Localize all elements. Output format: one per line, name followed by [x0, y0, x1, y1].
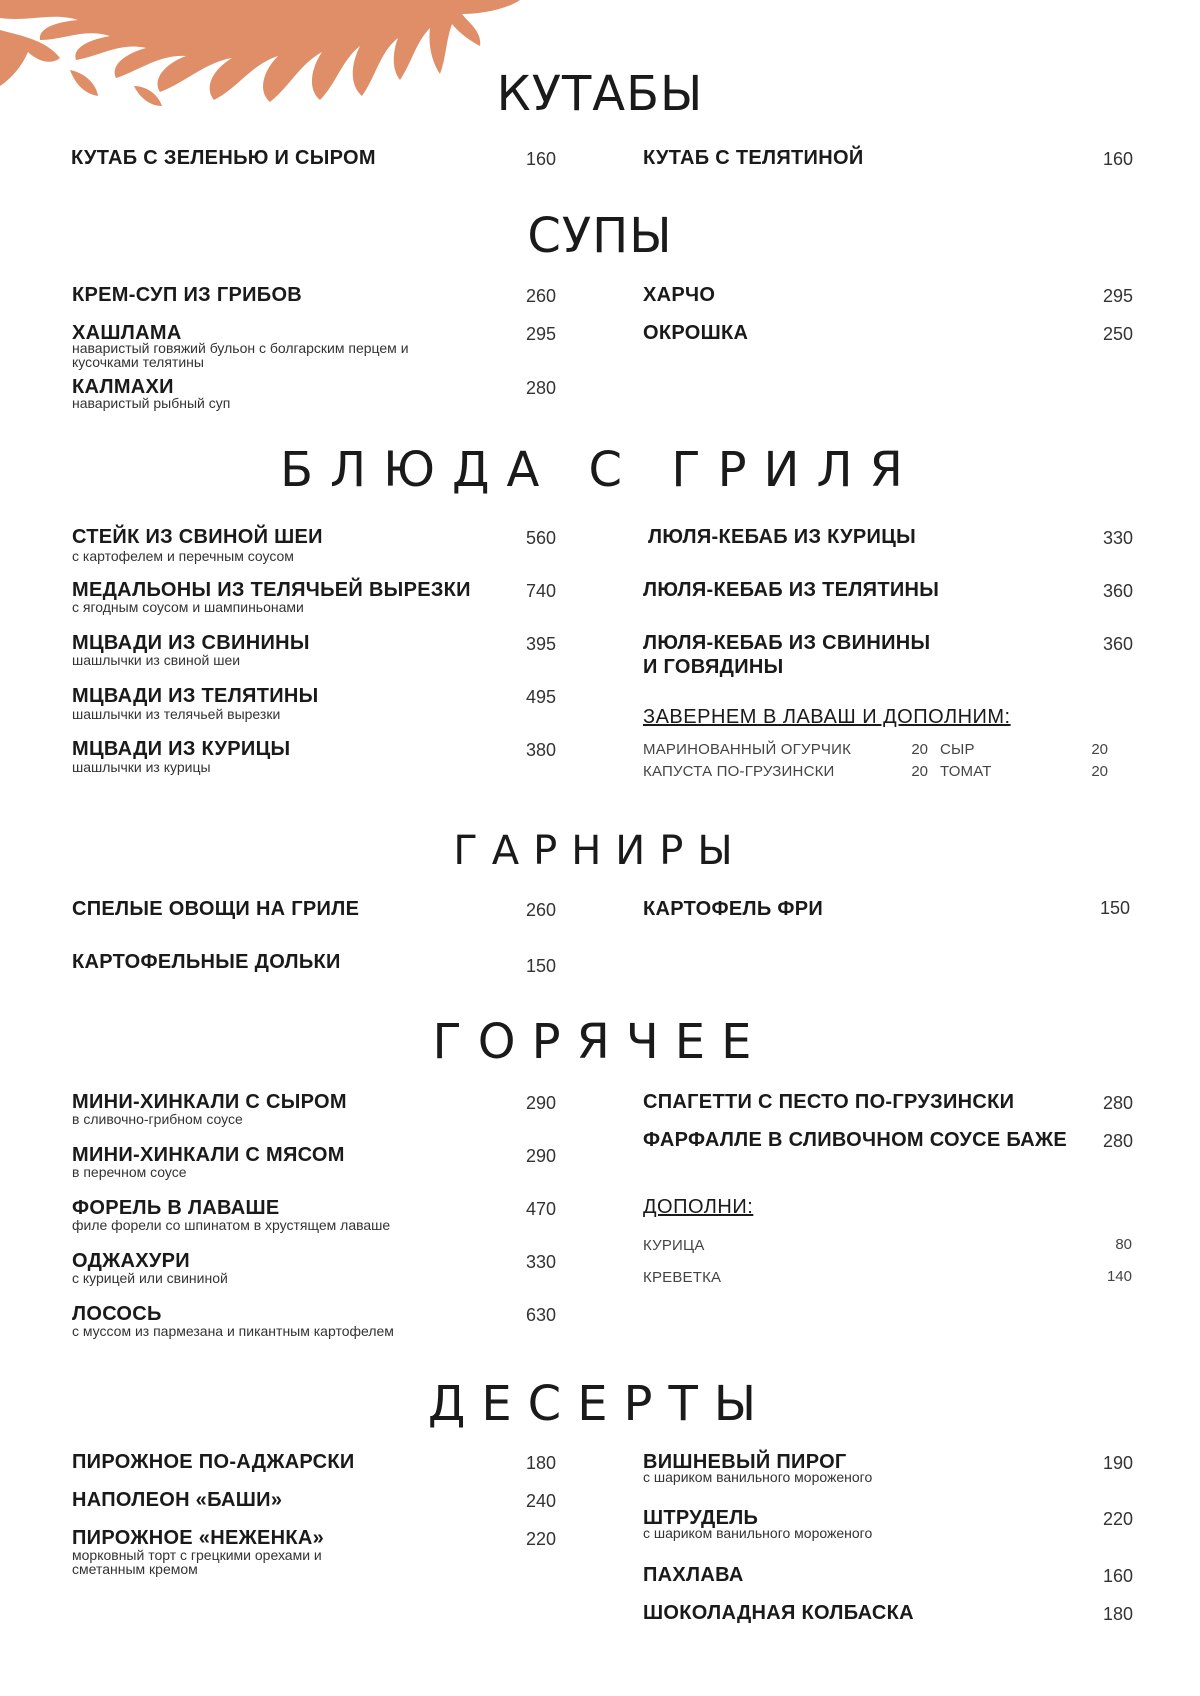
addon-price: 20	[911, 741, 928, 758]
menu-item-price: 180	[1102, 1604, 1133, 1624]
addon-name: КРЕВЕТКА	[643, 1269, 722, 1286]
menu-item-price: 150	[525, 956, 556, 976]
menu-item-name: МЦВАДИ ИЗ КУРИЦЫ	[72, 738, 291, 760]
menu-item-description: наваристый рыбный суп	[72, 395, 231, 411]
addon-price: 80	[1115, 1236, 1132, 1253]
menu-item-name: ОДЖАХУРИ	[72, 1250, 190, 1272]
menu-item-name: ХАШЛАМА	[72, 322, 182, 344]
addon-name: КУРИЦА	[643, 1237, 705, 1254]
menu-item-name: ЛЮЛЯ-КЕБАБ ИЗ СВИНИНЫ И ГОВЯДИНЫ	[643, 632, 931, 678]
addon-price: 20	[1091, 763, 1108, 780]
menu-item-description: с шариком ванильного мороженого	[643, 1525, 873, 1541]
addon-name: СЫР	[940, 741, 975, 758]
menu-item-name: ЛОСОСЬ	[72, 1303, 162, 1325]
menu-item-price: 290	[525, 1146, 556, 1166]
section-title-gril: БЛЮДА С ГРИЛЯ	[280, 442, 920, 498]
menu-item-price: 160	[1102, 1566, 1133, 1586]
section-title-kutaby: КУТАБЫ	[496, 66, 704, 122]
menu-item-price: 295	[525, 324, 556, 344]
menu-item-description: с ягодным соусом и шампиньонами	[72, 599, 304, 615]
addon-name: МАРИНОВАННЫЙ ОГУРЧИК	[643, 741, 852, 758]
menu-item-price: 160	[525, 149, 556, 169]
menu-item-name: КУТАБ С ЗЕЛЕНЬЮ И СЫРОМ	[71, 147, 376, 169]
menu-item-price: 360	[1102, 634, 1133, 654]
menu-item-name: КУТАБ С ТЕЛЯТИНОЙ	[643, 147, 864, 169]
menu-item-price: 220	[525, 1529, 556, 1549]
menu-item-price: 495	[525, 687, 556, 707]
menu-item-name: СПЕЛЫЕ ОВОЩИ НА ГРИЛЕ	[72, 898, 360, 920]
menu-item-description: наваристый говяжий бульон с болгарским перцем и кусочками телятины	[72, 340, 409, 370]
menu-item-name: ОКРОШКА	[643, 322, 749, 344]
menu-item-price: 380	[525, 740, 556, 760]
menu-item-name: ВИШНЕВЫЙ ПИРОГ	[643, 1451, 847, 1473]
menu-item-price: 330	[1102, 528, 1133, 548]
menu-item-description: филе форели со шпинатом в хрустящем лаваше	[72, 1217, 391, 1233]
menu-item-name: ПИРОЖНОЕ ПО-АДЖАРСКИ	[72, 1451, 355, 1473]
menu-item-name: ЛЮЛЯ-КЕБАБ ИЗ ТЕЛЯТИНЫ	[643, 579, 940, 601]
menu-item-description: с муссом из пармезана и пикантным картофелем	[72, 1323, 394, 1339]
menu-item-price: 290	[525, 1093, 556, 1113]
menu-item-description: с курицей или свининой	[72, 1270, 228, 1286]
menu-item-description: морковный торт с грецкими орехами и сметанным кремом	[72, 1547, 322, 1577]
menu-item-price: 630	[525, 1305, 556, 1325]
menu-item-price: 180	[525, 1453, 556, 1473]
menu-item-name: КАРТОФЕЛЬ ФРИ	[643, 898, 824, 920]
menu-item-price: 190	[1102, 1453, 1133, 1473]
addon-name: КАПУСТА ПО-ГРУЗИНСКИ	[643, 763, 835, 780]
section-title-supy: СУПЫ	[527, 208, 673, 264]
menu-item-price: 280	[525, 378, 556, 398]
addon-price: 140	[1106, 1268, 1132, 1285]
section-title-goryachee: ГОРЯЧЕЕ	[432, 1014, 768, 1070]
menu-item-price: 240	[525, 1491, 556, 1511]
menu-item-description: шашлычки из телячьей вырезки	[72, 706, 281, 722]
menu-item-name: ХАРЧО	[643, 284, 716, 306]
menu-item-price: 260	[525, 900, 556, 920]
menu-item-price: 250	[1102, 324, 1133, 344]
menu-item-price: 295	[1102, 286, 1133, 306]
menu-item-price: 280	[1102, 1093, 1133, 1113]
menu-item-name: ЛЮЛЯ-КЕБАБ ИЗ КУРИЦЫ	[648, 526, 917, 548]
menu-item-description: в сливочно-грибном соусе	[72, 1111, 243, 1127]
menu-item-description: в перечном соусе	[72, 1164, 187, 1180]
menu-item-name: МИНИ-ХИНКАЛИ С СЫРОМ	[72, 1091, 347, 1113]
addons-heading: ЗАВЕРНЕМ В ЛАВАШ И ДОПОЛНИМ:	[643, 706, 1011, 728]
menu-item-name: НАПОЛЕОН «БАШИ»	[72, 1489, 283, 1511]
addons-heading: ДОПОЛНИ:	[643, 1196, 754, 1218]
menu-item-name: ПАХЛАВА	[643, 1564, 744, 1586]
menu-item-name: МЦВАДИ ИЗ ТЕЛЯТИНЫ	[72, 685, 319, 707]
menu-item-name: СТЕЙК ИЗ СВИНОЙ ШЕИ	[72, 526, 323, 548]
menu-item-description: с картофелем и перечным соусом	[72, 548, 294, 564]
addon-name: ТОМАТ	[940, 763, 992, 780]
menu-item-price: 150	[1099, 898, 1130, 918]
menu-item-name: ШОКОЛАДНАЯ КОЛБАСКА	[643, 1602, 914, 1624]
menu-item-name: МЕДАЛЬОНЫ ИЗ ТЕЛЯЧЬЕЙ ВЫРЕЗКИ	[72, 579, 471, 601]
menu-item-price: 740	[525, 581, 556, 601]
menu-item-name: СПАГЕТТИ С ПЕСТО ПО-ГРУЗИНСКИ	[643, 1091, 1015, 1113]
menu-item-description: с шариком ванильного мороженого	[643, 1469, 873, 1485]
menu-item-name: ФАРФАЛЛЕ В СЛИВОЧНОМ СОУСЕ БАЖЕ	[643, 1129, 1067, 1151]
addon-price: 20	[911, 763, 928, 780]
menu-item-price: 395	[525, 634, 556, 654]
menu-item-name: ПИРОЖНОЕ «НЕЖЕНКА»	[72, 1527, 325, 1549]
menu-item-name: ФОРЕЛЬ В ЛАВАШЕ	[72, 1197, 280, 1219]
menu-item-description: шашлычки из свиной шеи	[72, 652, 241, 668]
addon-price: 20	[1091, 741, 1108, 758]
menu-item-name: КАРТОФЕЛЬНЫЕ ДОЛЬКИ	[72, 951, 341, 973]
menu-item-price: 260	[525, 286, 556, 306]
section-title-deserty: ДЕСЕРТЫ	[427, 1376, 773, 1432]
menu-item-price: 470	[525, 1199, 556, 1219]
menu-item-description: шашлычки из курицы	[72, 759, 211, 775]
menu-item-price: 160	[1102, 149, 1133, 169]
menu-item-price: 360	[1102, 581, 1133, 601]
menu-item-name: МИНИ-ХИНКАЛИ С МЯСОМ	[72, 1144, 345, 1166]
menu-item-name: ШТРУДЕЛЬ	[643, 1507, 759, 1529]
section-title-garniry: ГАРНИРЫ	[453, 828, 747, 874]
menu-item-name: КАЛМАХИ	[72, 376, 174, 398]
menu-item-price: 280	[1102, 1131, 1133, 1151]
menu-item-price: 220	[1102, 1509, 1133, 1529]
menu-item-name: МЦВАДИ ИЗ СВИНИНЫ	[72, 632, 310, 654]
menu-item-price: 560	[525, 528, 556, 548]
menu-item-price: 330	[525, 1252, 556, 1272]
menu-item-name: КРЕМ-СУП ИЗ ГРИБОВ	[72, 284, 303, 306]
